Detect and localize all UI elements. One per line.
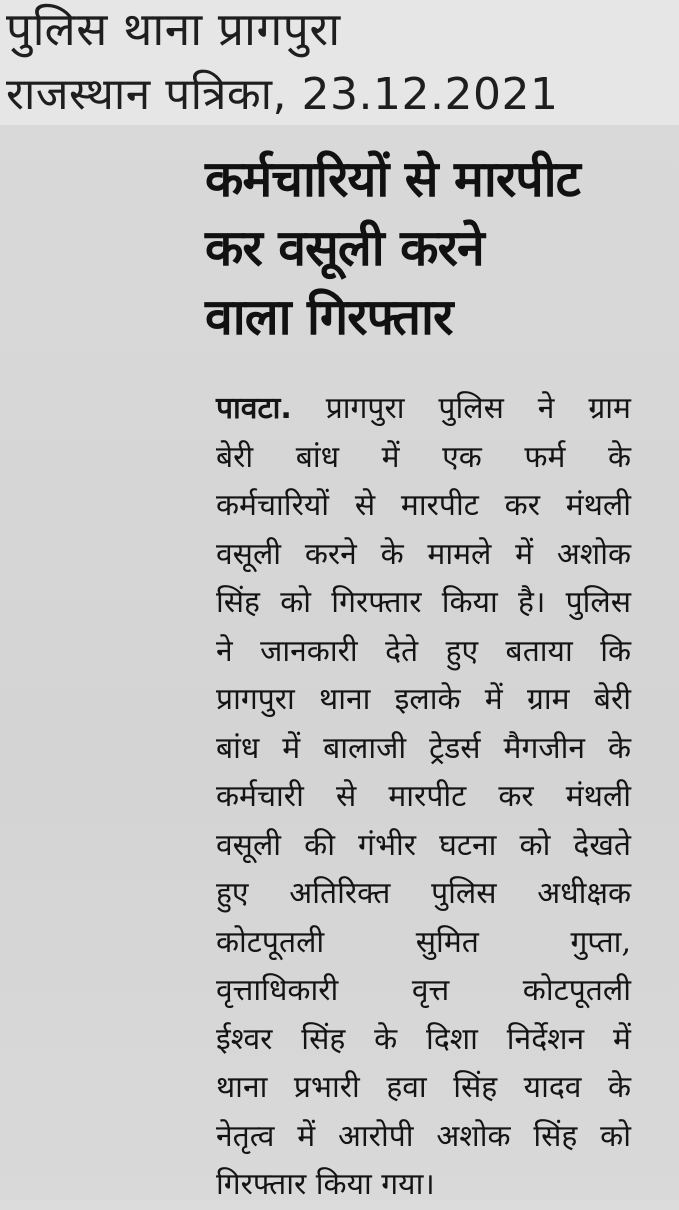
- headline-line: कर्मचारियों से मारपीट: [205, 150, 580, 208]
- body-line: कर्मचारी से मारपीट कर मंथली: [216, 779, 631, 814]
- caption-police-station: पुलिस थाना प्रागपुरा: [6, 2, 341, 56]
- body-line: वसूली करने के मामले में अशोक: [216, 536, 631, 572]
- body-line: वसूली की गंभीर घटना को देखते: [216, 827, 631, 863]
- article-headline: [205, 145, 645, 352]
- body-line: वृत्ताधिकारी वृत्त कोटपूतली: [216, 973, 631, 1008]
- body-line: सिंह को गिरफ्तार किया है। पुलिस: [216, 585, 631, 620]
- body-line: हुए अतिरिक्त पुलिस अधीक्षक: [216, 876, 631, 911]
- body-line: बेरी बांध में एक फर्म के: [216, 439, 631, 475]
- body-line: कर्मचारियों से मारपीट कर मंथली: [216, 488, 631, 523]
- headline-line: कर वसूली करने: [205, 219, 484, 277]
- dateline: पावटा.: [216, 391, 292, 426]
- body-line: ईश्वर सिंह के दिशा निर्देशन में: [216, 1021, 631, 1057]
- article-headline-block: [205, 145, 645, 352]
- body-line: नेतृत्व में आरोपी अशोक सिंह को: [216, 1118, 631, 1154]
- body-line: कोटपूतली सुमित गुप्ता,: [216, 924, 631, 960]
- body-line: [216, 385, 631, 434]
- body-line: गिरफ्तार किया गया।: [216, 1167, 435, 1202]
- body-line: ने जानकारी देते हुए बताया कि: [216, 633, 631, 669]
- body-line: प्रागपुरा थाना इलाके में ग्राम बेरी: [216, 682, 631, 717]
- caption-banner: [0, 0, 679, 125]
- body-first-line-text: प्रागपुरा पुलिस ने ग्राम: [325, 391, 631, 426]
- article-body: [216, 385, 631, 1210]
- body-line: थाना प्रभारी हवा सिंह यादव के: [216, 1070, 631, 1105]
- body-line: बांध में बालाजी ट्रेडर्स मैगजीन के: [216, 730, 631, 766]
- headline-line: वाला गिरफ्तार: [205, 288, 453, 346]
- caption-source-date: राजस्थान पत्रिका, 23.12.2021: [6, 69, 559, 120]
